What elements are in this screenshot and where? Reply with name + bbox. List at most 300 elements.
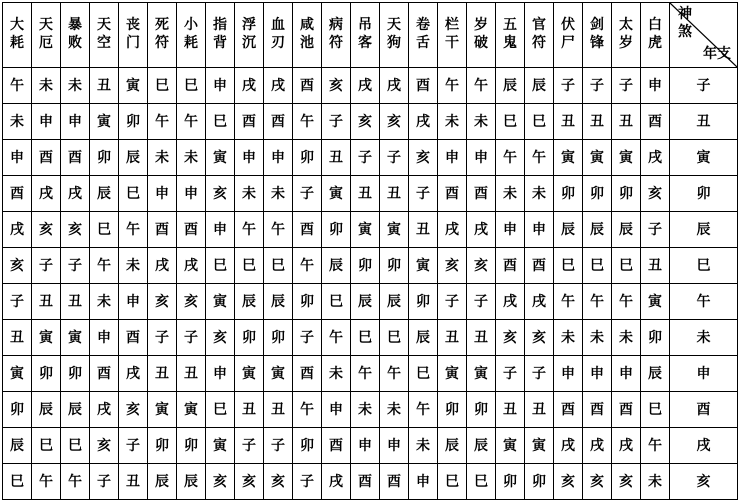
table-cell: 午 <box>554 284 583 320</box>
table-cell: 申 <box>409 464 438 500</box>
table-cell: 申 <box>351 428 380 464</box>
table-cell: 申 <box>525 212 554 248</box>
table-cell: 卯 <box>264 320 293 356</box>
table-cell: 未 <box>3 104 32 140</box>
table-cell: 午 <box>351 356 380 392</box>
table-cell: 辰 <box>351 284 380 320</box>
table-cell: 亥 <box>380 104 409 140</box>
shensha-table <box>2 2 738 500</box>
table-cell: 午 <box>177 104 206 140</box>
table-cell: 午 <box>90 248 119 284</box>
table-cell: 辰 <box>525 68 554 104</box>
table-cell: 子 <box>583 68 612 104</box>
column-header-label: 吊客 <box>358 17 372 51</box>
table-cell: 卯 <box>525 464 554 500</box>
table-cell: 亥 <box>61 212 90 248</box>
year-branch-cell: 戌 <box>670 428 738 464</box>
table-cell: 戌 <box>525 284 554 320</box>
table-cell: 申 <box>554 356 583 392</box>
table-cell: 酉 <box>119 320 148 356</box>
table-cell: 卯 <box>61 356 90 392</box>
column-header <box>583 3 612 68</box>
column-header <box>380 3 409 68</box>
table-cell: 酉 <box>322 428 351 464</box>
table-cell: 申 <box>206 68 235 104</box>
year-branch-cell: 辰 <box>670 212 738 248</box>
table-cell: 寅 <box>119 68 148 104</box>
table-cell: 丑 <box>3 320 32 356</box>
column-header <box>206 3 235 68</box>
table-cell: 午 <box>322 320 351 356</box>
table-cell: 巳 <box>438 464 467 500</box>
table-cell: 戌 <box>3 212 32 248</box>
table-cell: 丑 <box>32 284 61 320</box>
table-cell: 亥 <box>583 464 612 500</box>
table-cell: 丑 <box>409 212 438 248</box>
table-cell: 未 <box>177 140 206 176</box>
column-header <box>351 3 380 68</box>
table-cell: 酉 <box>90 356 119 392</box>
table-cell: 未 <box>583 320 612 356</box>
table-row <box>3 176 738 212</box>
table-cell: 亥 <box>612 464 641 500</box>
year-branch-cell: 亥 <box>670 464 738 500</box>
table-cell: 丑 <box>467 320 496 356</box>
table-cell: 戌 <box>90 392 119 428</box>
column-header <box>438 3 467 68</box>
year-branch-cell: 酉 <box>670 392 738 428</box>
table-cell: 卯 <box>235 320 264 356</box>
table-cell: 子 <box>119 428 148 464</box>
table-cell: 午 <box>293 104 322 140</box>
table-cell: 亥 <box>438 248 467 284</box>
column-header-label: 丧门 <box>126 17 140 51</box>
table-cell: 午 <box>32 464 61 500</box>
table-cell: 巳 <box>235 248 264 284</box>
table-cell: 寅 <box>641 284 670 320</box>
table-row <box>3 248 738 284</box>
column-header-label: 官符 <box>532 17 546 51</box>
table-cell: 巳 <box>61 428 90 464</box>
table-cell: 未 <box>380 392 409 428</box>
table-cell: 酉 <box>467 176 496 212</box>
table-cell: 亥 <box>554 464 583 500</box>
table-cell: 戌 <box>380 68 409 104</box>
table-cell: 酉 <box>3 176 32 212</box>
table-cell: 丑 <box>264 392 293 428</box>
table-cell: 午 <box>438 68 467 104</box>
table-cell: 戌 <box>467 212 496 248</box>
table-cell: 子 <box>525 356 554 392</box>
table-cell: 酉 <box>177 212 206 248</box>
table-cell: 寅 <box>438 356 467 392</box>
column-header-label: 五鬼 <box>503 17 517 51</box>
table-cell: 申 <box>206 356 235 392</box>
table-cell: 酉 <box>235 104 264 140</box>
table-cell: 卯 <box>351 248 380 284</box>
table-row <box>3 68 738 104</box>
table-cell: 午 <box>409 392 438 428</box>
table-cell: 辰 <box>554 212 583 248</box>
table-cell: 亥 <box>525 320 554 356</box>
table-cell: 未 <box>612 320 641 356</box>
table-cell: 辰 <box>467 428 496 464</box>
column-header-label: 白虎 <box>648 17 662 51</box>
table-cell: 未 <box>525 176 554 212</box>
table-cell: 卯 <box>90 140 119 176</box>
table-cell: 卯 <box>293 140 322 176</box>
table-cell: 申 <box>380 428 409 464</box>
column-header <box>264 3 293 68</box>
year-branch-cell: 未 <box>670 320 738 356</box>
table-cell: 巳 <box>612 248 641 284</box>
table-cell: 戌 <box>351 68 380 104</box>
table-cell: 申 <box>206 212 235 248</box>
table-cell: 卯 <box>641 320 670 356</box>
table-cell: 辰 <box>148 464 177 500</box>
table-cell: 午 <box>612 284 641 320</box>
table-cell: 寅 <box>32 320 61 356</box>
table-cell: 未 <box>554 320 583 356</box>
column-header-label: 天空 <box>97 17 111 51</box>
table-cell: 寅 <box>525 428 554 464</box>
column-header-label: 岁破 <box>474 17 488 51</box>
table-cell: 辰 <box>32 392 61 428</box>
table-cell: 丑 <box>148 356 177 392</box>
table-cell: 亥 <box>32 212 61 248</box>
table-cell: 巳 <box>206 392 235 428</box>
table-cell: 辰 <box>322 248 351 284</box>
column-header-label: 太岁 <box>619 17 633 51</box>
table-cell: 酉 <box>293 212 322 248</box>
table-cell: 子 <box>351 140 380 176</box>
table-cell: 戌 <box>119 356 148 392</box>
table-cell: 子 <box>554 68 583 104</box>
column-header <box>32 3 61 68</box>
table-cell: 申 <box>61 104 90 140</box>
table-cell: 亥 <box>206 464 235 500</box>
table-cell: 子 <box>322 104 351 140</box>
column-header-label: 指背 <box>213 17 227 51</box>
table-cell: 酉 <box>438 176 467 212</box>
table-cell: 巳 <box>3 464 32 500</box>
column-header <box>496 3 525 68</box>
table-cell: 午 <box>641 428 670 464</box>
table-cell: 辰 <box>3 428 32 464</box>
table-cell: 酉 <box>496 248 525 284</box>
table-cell: 巳 <box>496 104 525 140</box>
table-cell: 巳 <box>351 320 380 356</box>
table-cell: 亥 <box>177 284 206 320</box>
table-row <box>3 464 738 500</box>
table-cell: 丑 <box>119 464 148 500</box>
table-cell: 巳 <box>467 464 496 500</box>
column-header <box>554 3 583 68</box>
column-header-label: 小耗 <box>184 17 198 51</box>
column-header-label: 咸池 <box>300 17 314 51</box>
column-header-label: 死符 <box>155 17 169 51</box>
table-cell: 亥 <box>409 140 438 176</box>
table-cell: 酉 <box>612 392 641 428</box>
table-cell: 巳 <box>380 320 409 356</box>
table-cell: 酉 <box>525 248 554 284</box>
table-cell: 午 <box>293 392 322 428</box>
table-cell: 申 <box>90 320 119 356</box>
table-cell: 子 <box>293 176 322 212</box>
table-cell: 子 <box>235 428 264 464</box>
table-cell: 丑 <box>61 284 90 320</box>
table-row <box>3 140 738 176</box>
table-cell: 丑 <box>380 176 409 212</box>
column-header <box>293 3 322 68</box>
table-cell: 申 <box>583 356 612 392</box>
table-cell: 戌 <box>264 68 293 104</box>
table-cell: 酉 <box>380 464 409 500</box>
table-cell: 午 <box>61 464 90 500</box>
column-header-label: 血刃 <box>271 17 285 51</box>
column-header-label: 栏干 <box>445 17 459 51</box>
table-cell: 辰 <box>380 284 409 320</box>
table-cell: 亥 <box>206 176 235 212</box>
table-cell: 未 <box>148 140 177 176</box>
table-cell: 卯 <box>438 392 467 428</box>
table-cell: 巳 <box>206 104 235 140</box>
table-cell: 寅 <box>148 392 177 428</box>
table-cell: 酉 <box>554 392 583 428</box>
table-cell: 寅 <box>61 320 90 356</box>
column-header <box>90 3 119 68</box>
table-cell: 未 <box>235 176 264 212</box>
table-cell: 亥 <box>264 464 293 500</box>
table-cell: 申 <box>148 176 177 212</box>
table-cell: 亥 <box>322 68 351 104</box>
table-cell: 未 <box>90 284 119 320</box>
column-header-label: 浮沉 <box>242 17 256 51</box>
table-cell: 戌 <box>583 428 612 464</box>
table-cell: 午 <box>148 104 177 140</box>
table-cell: 巳 <box>90 212 119 248</box>
year-branch-cell: 寅 <box>670 140 738 176</box>
table-cell: 未 <box>61 68 90 104</box>
table-row <box>3 212 738 248</box>
table-row <box>3 284 738 320</box>
table-cell: 申 <box>496 212 525 248</box>
table-cell: 申 <box>322 392 351 428</box>
table-cell: 卯 <box>496 464 525 500</box>
table-cell: 子 <box>148 320 177 356</box>
column-header <box>119 3 148 68</box>
table-cell: 亥 <box>90 428 119 464</box>
table-cell: 巳 <box>525 104 554 140</box>
table-cell: 酉 <box>61 140 90 176</box>
table-cell: 卯 <box>322 212 351 248</box>
table-cell: 丑 <box>438 320 467 356</box>
table-cell: 丑 <box>235 392 264 428</box>
corner-header <box>670 3 738 68</box>
table-cell: 午 <box>264 212 293 248</box>
table-cell: 未 <box>264 176 293 212</box>
table-cell: 子 <box>380 140 409 176</box>
column-header-label: 病符 <box>329 17 343 51</box>
table-cell: 子 <box>438 284 467 320</box>
table-cell: 丑 <box>583 104 612 140</box>
table-cell: 辰 <box>119 140 148 176</box>
table-cell: 寅 <box>351 212 380 248</box>
table-cell: 午 <box>3 68 32 104</box>
table-cell: 子 <box>264 428 293 464</box>
table-cell: 戌 <box>438 212 467 248</box>
table-cell: 寅 <box>409 248 438 284</box>
table-cell: 巳 <box>554 248 583 284</box>
table-cell: 辰 <box>641 356 670 392</box>
year-branch-cell: 卯 <box>670 176 738 212</box>
table-cell: 申 <box>32 104 61 140</box>
table-cell: 酉 <box>351 464 380 500</box>
table-cell: 亥 <box>206 320 235 356</box>
table-cell: 寅 <box>206 140 235 176</box>
table-cell: 子 <box>293 320 322 356</box>
table-cell: 酉 <box>293 68 322 104</box>
table-cell: 巳 <box>206 248 235 284</box>
table-cell: 丑 <box>554 104 583 140</box>
table-cell: 未 <box>351 392 380 428</box>
corner-label-year-branch: 年支 <box>703 46 731 62</box>
table-cell: 未 <box>409 428 438 464</box>
table-cell: 午 <box>496 140 525 176</box>
column-header <box>322 3 351 68</box>
table-cell: 辰 <box>409 320 438 356</box>
column-header <box>148 3 177 68</box>
table-cell: 戌 <box>177 248 206 284</box>
table-cell: 子 <box>90 464 119 500</box>
table-cell: 午 <box>293 248 322 284</box>
table-cell: 卯 <box>293 284 322 320</box>
table-cell: 辰 <box>438 428 467 464</box>
table-cell: 戌 <box>322 464 351 500</box>
table-cell: 丑 <box>612 104 641 140</box>
table-cell: 申 <box>119 284 148 320</box>
table-cell: 寅 <box>380 212 409 248</box>
table-cell: 丑 <box>641 248 670 284</box>
column-header-label: 大耗 <box>10 17 24 51</box>
table-cell: 未 <box>496 176 525 212</box>
table-cell: 申 <box>467 140 496 176</box>
table-cell: 卯 <box>3 392 32 428</box>
year-branch-cell: 丑 <box>670 104 738 140</box>
table-row <box>3 428 738 464</box>
table-cell: 寅 <box>206 428 235 464</box>
table-cell: 卯 <box>583 176 612 212</box>
table-cell: 卯 <box>612 176 641 212</box>
year-branch-cell: 午 <box>670 284 738 320</box>
column-header-label: 天狗 <box>387 17 401 51</box>
column-header <box>61 3 90 68</box>
table-cell: 寅 <box>3 356 32 392</box>
table-cell: 午 <box>235 212 264 248</box>
table-cell: 酉 <box>641 104 670 140</box>
table-cell: 寅 <box>322 176 351 212</box>
table-row <box>3 104 738 140</box>
table-cell: 午 <box>467 68 496 104</box>
table-cell: 亥 <box>496 320 525 356</box>
table-cell: 午 <box>583 284 612 320</box>
table-cell: 辰 <box>177 464 206 500</box>
table-cell: 子 <box>409 176 438 212</box>
year-branch-cell: 子 <box>670 68 738 104</box>
table-cell: 戌 <box>554 428 583 464</box>
table-cell: 寅 <box>612 140 641 176</box>
table-cell: 子 <box>612 68 641 104</box>
column-header-label: 伏尸 <box>561 17 575 51</box>
table-cell: 酉 <box>264 104 293 140</box>
table-cell: 子 <box>293 464 322 500</box>
table-cell: 卯 <box>409 284 438 320</box>
table-cell: 卯 <box>177 428 206 464</box>
year-branch-cell: 巳 <box>670 248 738 284</box>
table-cell: 巳 <box>583 248 612 284</box>
table-cell: 辰 <box>61 392 90 428</box>
table-row <box>3 356 738 392</box>
table-cell: 亥 <box>351 104 380 140</box>
table-cell: 戌 <box>496 284 525 320</box>
column-header <box>641 3 670 68</box>
table-cell: 辰 <box>496 68 525 104</box>
table-row <box>3 320 738 356</box>
column-header <box>409 3 438 68</box>
table-cell: 申 <box>612 356 641 392</box>
table-cell: 寅 <box>467 356 496 392</box>
table-cell: 戌 <box>32 176 61 212</box>
table-cell: 未 <box>467 104 496 140</box>
table-cell: 丑 <box>90 68 119 104</box>
table-cell: 子 <box>641 212 670 248</box>
table-cell: 酉 <box>32 140 61 176</box>
column-header-label: 卷舌 <box>416 17 430 51</box>
table-cell: 亥 <box>235 464 264 500</box>
table-cell: 戌 <box>148 248 177 284</box>
column-header <box>177 3 206 68</box>
table-cell: 未 <box>438 104 467 140</box>
table-cell: 亥 <box>467 248 496 284</box>
header-row <box>3 3 738 68</box>
column-header-label: 天厄 <box>39 17 53 51</box>
table-cell: 寅 <box>235 356 264 392</box>
table-cell: 子 <box>177 320 206 356</box>
table-cell: 巳 <box>119 176 148 212</box>
table-cell: 卯 <box>119 104 148 140</box>
table-cell: 午 <box>525 140 554 176</box>
table-cell: 辰 <box>583 212 612 248</box>
table-cell: 申 <box>235 140 264 176</box>
table-cell: 酉 <box>409 68 438 104</box>
column-header <box>612 3 641 68</box>
table-cell: 巳 <box>177 68 206 104</box>
table-cell: 辰 <box>264 284 293 320</box>
table-cell: 未 <box>641 464 670 500</box>
table-cell: 未 <box>119 248 148 284</box>
table-cell: 子 <box>3 284 32 320</box>
table-cell: 申 <box>177 176 206 212</box>
table-cell: 寅 <box>496 428 525 464</box>
table-cell: 巳 <box>32 428 61 464</box>
table-cell: 申 <box>3 140 32 176</box>
table-cell: 戌 <box>61 176 90 212</box>
table-cell: 卯 <box>467 392 496 428</box>
table-cell: 戌 <box>235 68 264 104</box>
table-cell: 丑 <box>525 392 554 428</box>
table-cell: 丑 <box>351 176 380 212</box>
corner-label-shensha: 神煞 <box>678 6 692 40</box>
